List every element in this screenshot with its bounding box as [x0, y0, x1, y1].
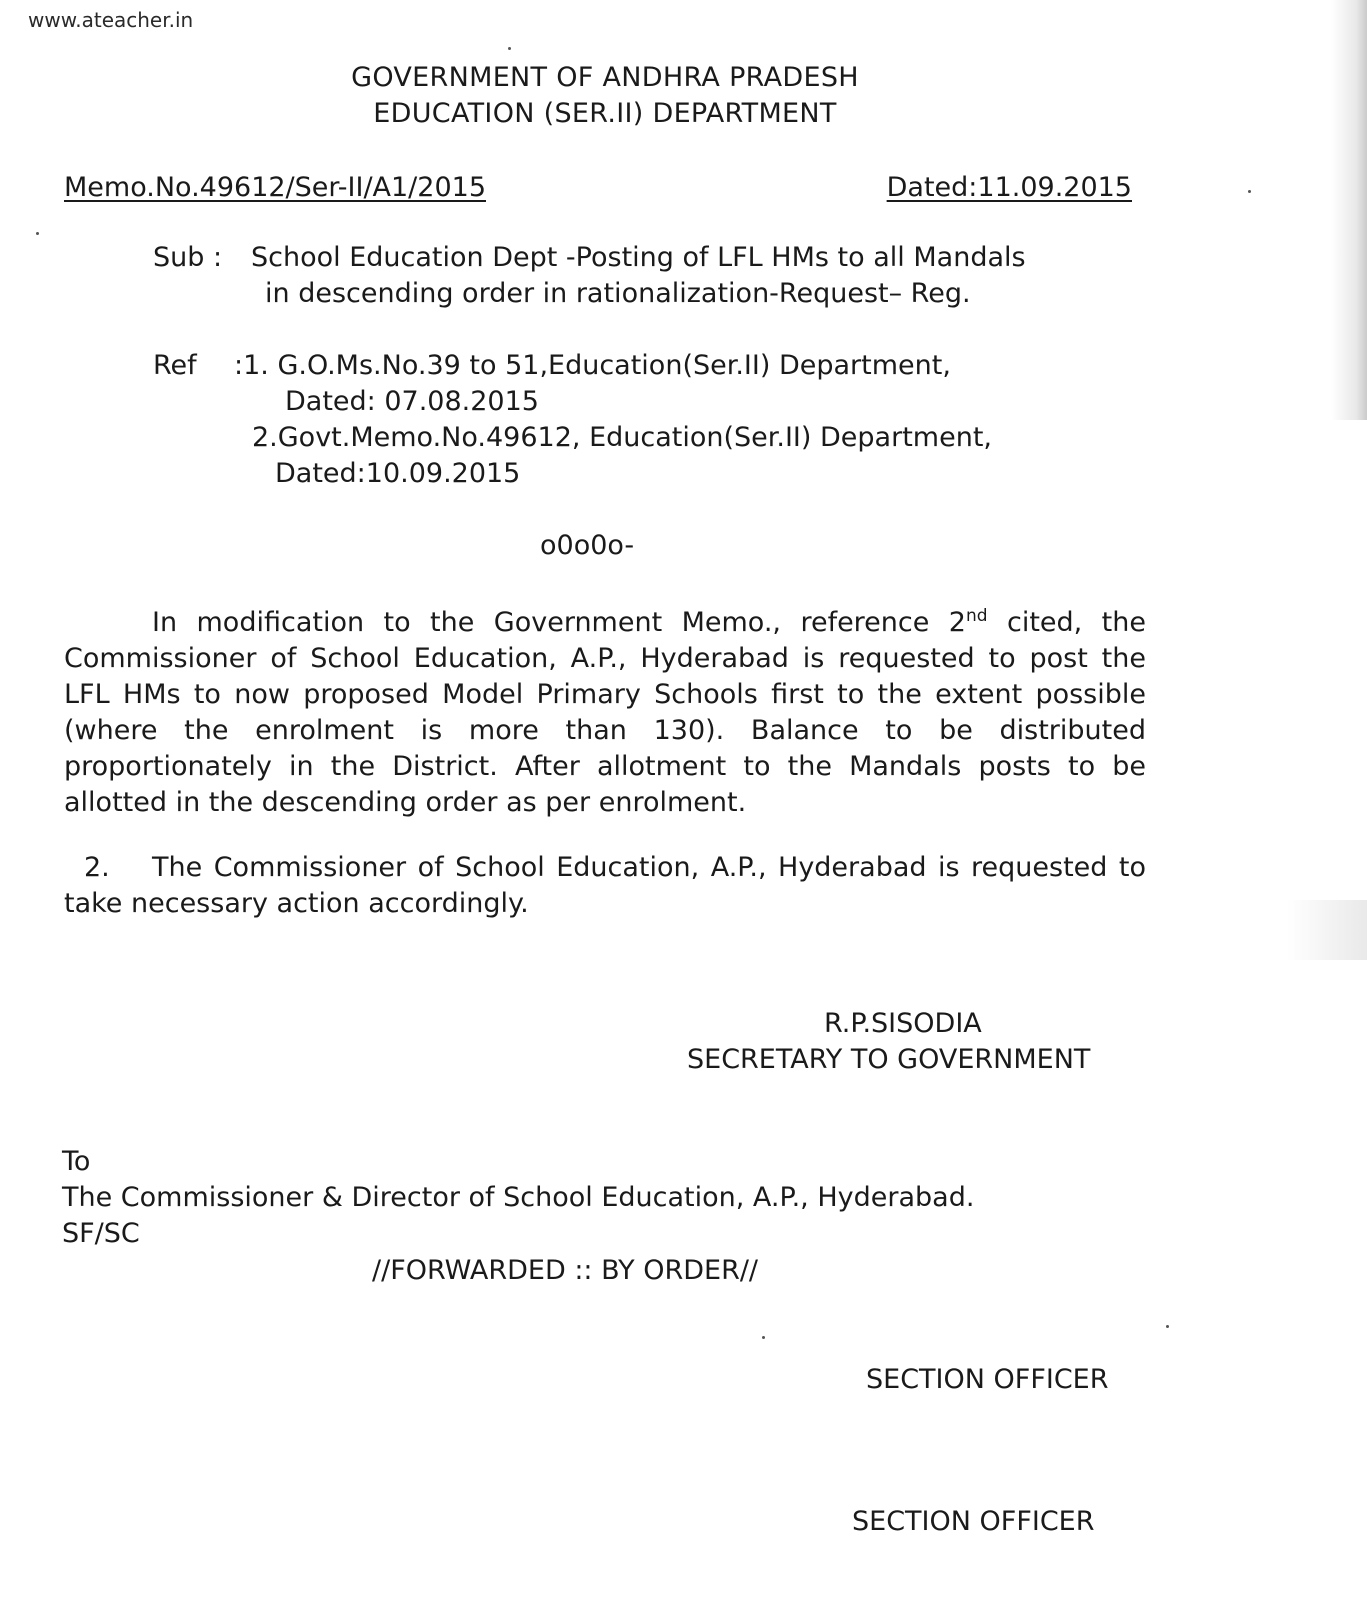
body-paragraph-2: 2. The Commissioner of School Education, A.P., Hyderabad is requested to take necessary action accordingly. [64, 852, 1146, 919]
copy-to: SF/SC [62, 1218, 140, 1249]
to-label: To [62, 1146, 91, 1177]
scan-speck [762, 1336, 765, 1339]
reference-1-line-1: :1. G.O.Ms.No.39 to 51,Education(Ser.II) Department, [234, 350, 951, 381]
scan-speck [1166, 1325, 1169, 1328]
paragraph-number: 2. [84, 852, 110, 883]
recipient-address: The Commissioner & Director of School Education, A.P., Hyderabad. [62, 1182, 975, 1213]
forwarded-by-order: //FORWARDED :: BY ORDER// [372, 1255, 759, 1286]
subject-line-1: School Education Dept -Posting of LFL HMs to all Mandals [251, 242, 1026, 273]
scan-edge-shadow-lower [1287, 900, 1367, 960]
signatory-designation: SECRETARY TO GOVERNMENT [687, 1044, 1091, 1075]
section-officer-1: SECTION OFFICER [866, 1364, 1109, 1395]
scan-edge-shadow [1331, 0, 1367, 420]
subject-label: Sub : [153, 242, 223, 273]
section-officer-2: SECTION OFFICER [852, 1506, 1095, 1537]
reference-1-line-2: Dated: 07.08.2015 [285, 386, 539, 417]
body-paragraph-1: In modification to the Government Memo., reference 2nd cited, the Commissioner of School Education, A.P., Hyderabad is requested to post the LFL HMs to now proposed Model Primary Schools first to the extent possible (where the enrolment is more than 130). Balance to be distributed proportionately in the District. After allotment to the Mandals posts to be allotted in the descending order as per enrolment. [64, 606, 1146, 818]
memo-number: Memo.No.49612/Ser-II/A1/2015 [64, 172, 486, 203]
reference-label: Ref [153, 350, 197, 381]
department-title: EDUCATION (SER.II) DEPARTMENT [373, 98, 837, 129]
scan-speck [1248, 190, 1251, 193]
govt-title: GOVERNMENT OF ANDHRA PRADESH [351, 62, 859, 93]
reference-2-line-1: 2.Govt.Memo.No.49612, Education(Ser.II) Department, [252, 422, 992, 453]
memo-date: Dated:11.09.2015 [886, 172, 1132, 203]
subject-line-2: in descending order in rationalization-Request– Reg. [265, 278, 971, 309]
memo-header-row [64, 172, 1132, 203]
reference-2-line-2: Dated:10.09.2015 [275, 458, 521, 489]
scan-speck [508, 47, 511, 50]
separator-mark: o0o0o- [540, 530, 635, 561]
scan-speck [36, 232, 39, 235]
signatory-name: R.P.SISODIA [824, 1008, 982, 1039]
website-watermark: www.ateacher.in [28, 8, 194, 32]
